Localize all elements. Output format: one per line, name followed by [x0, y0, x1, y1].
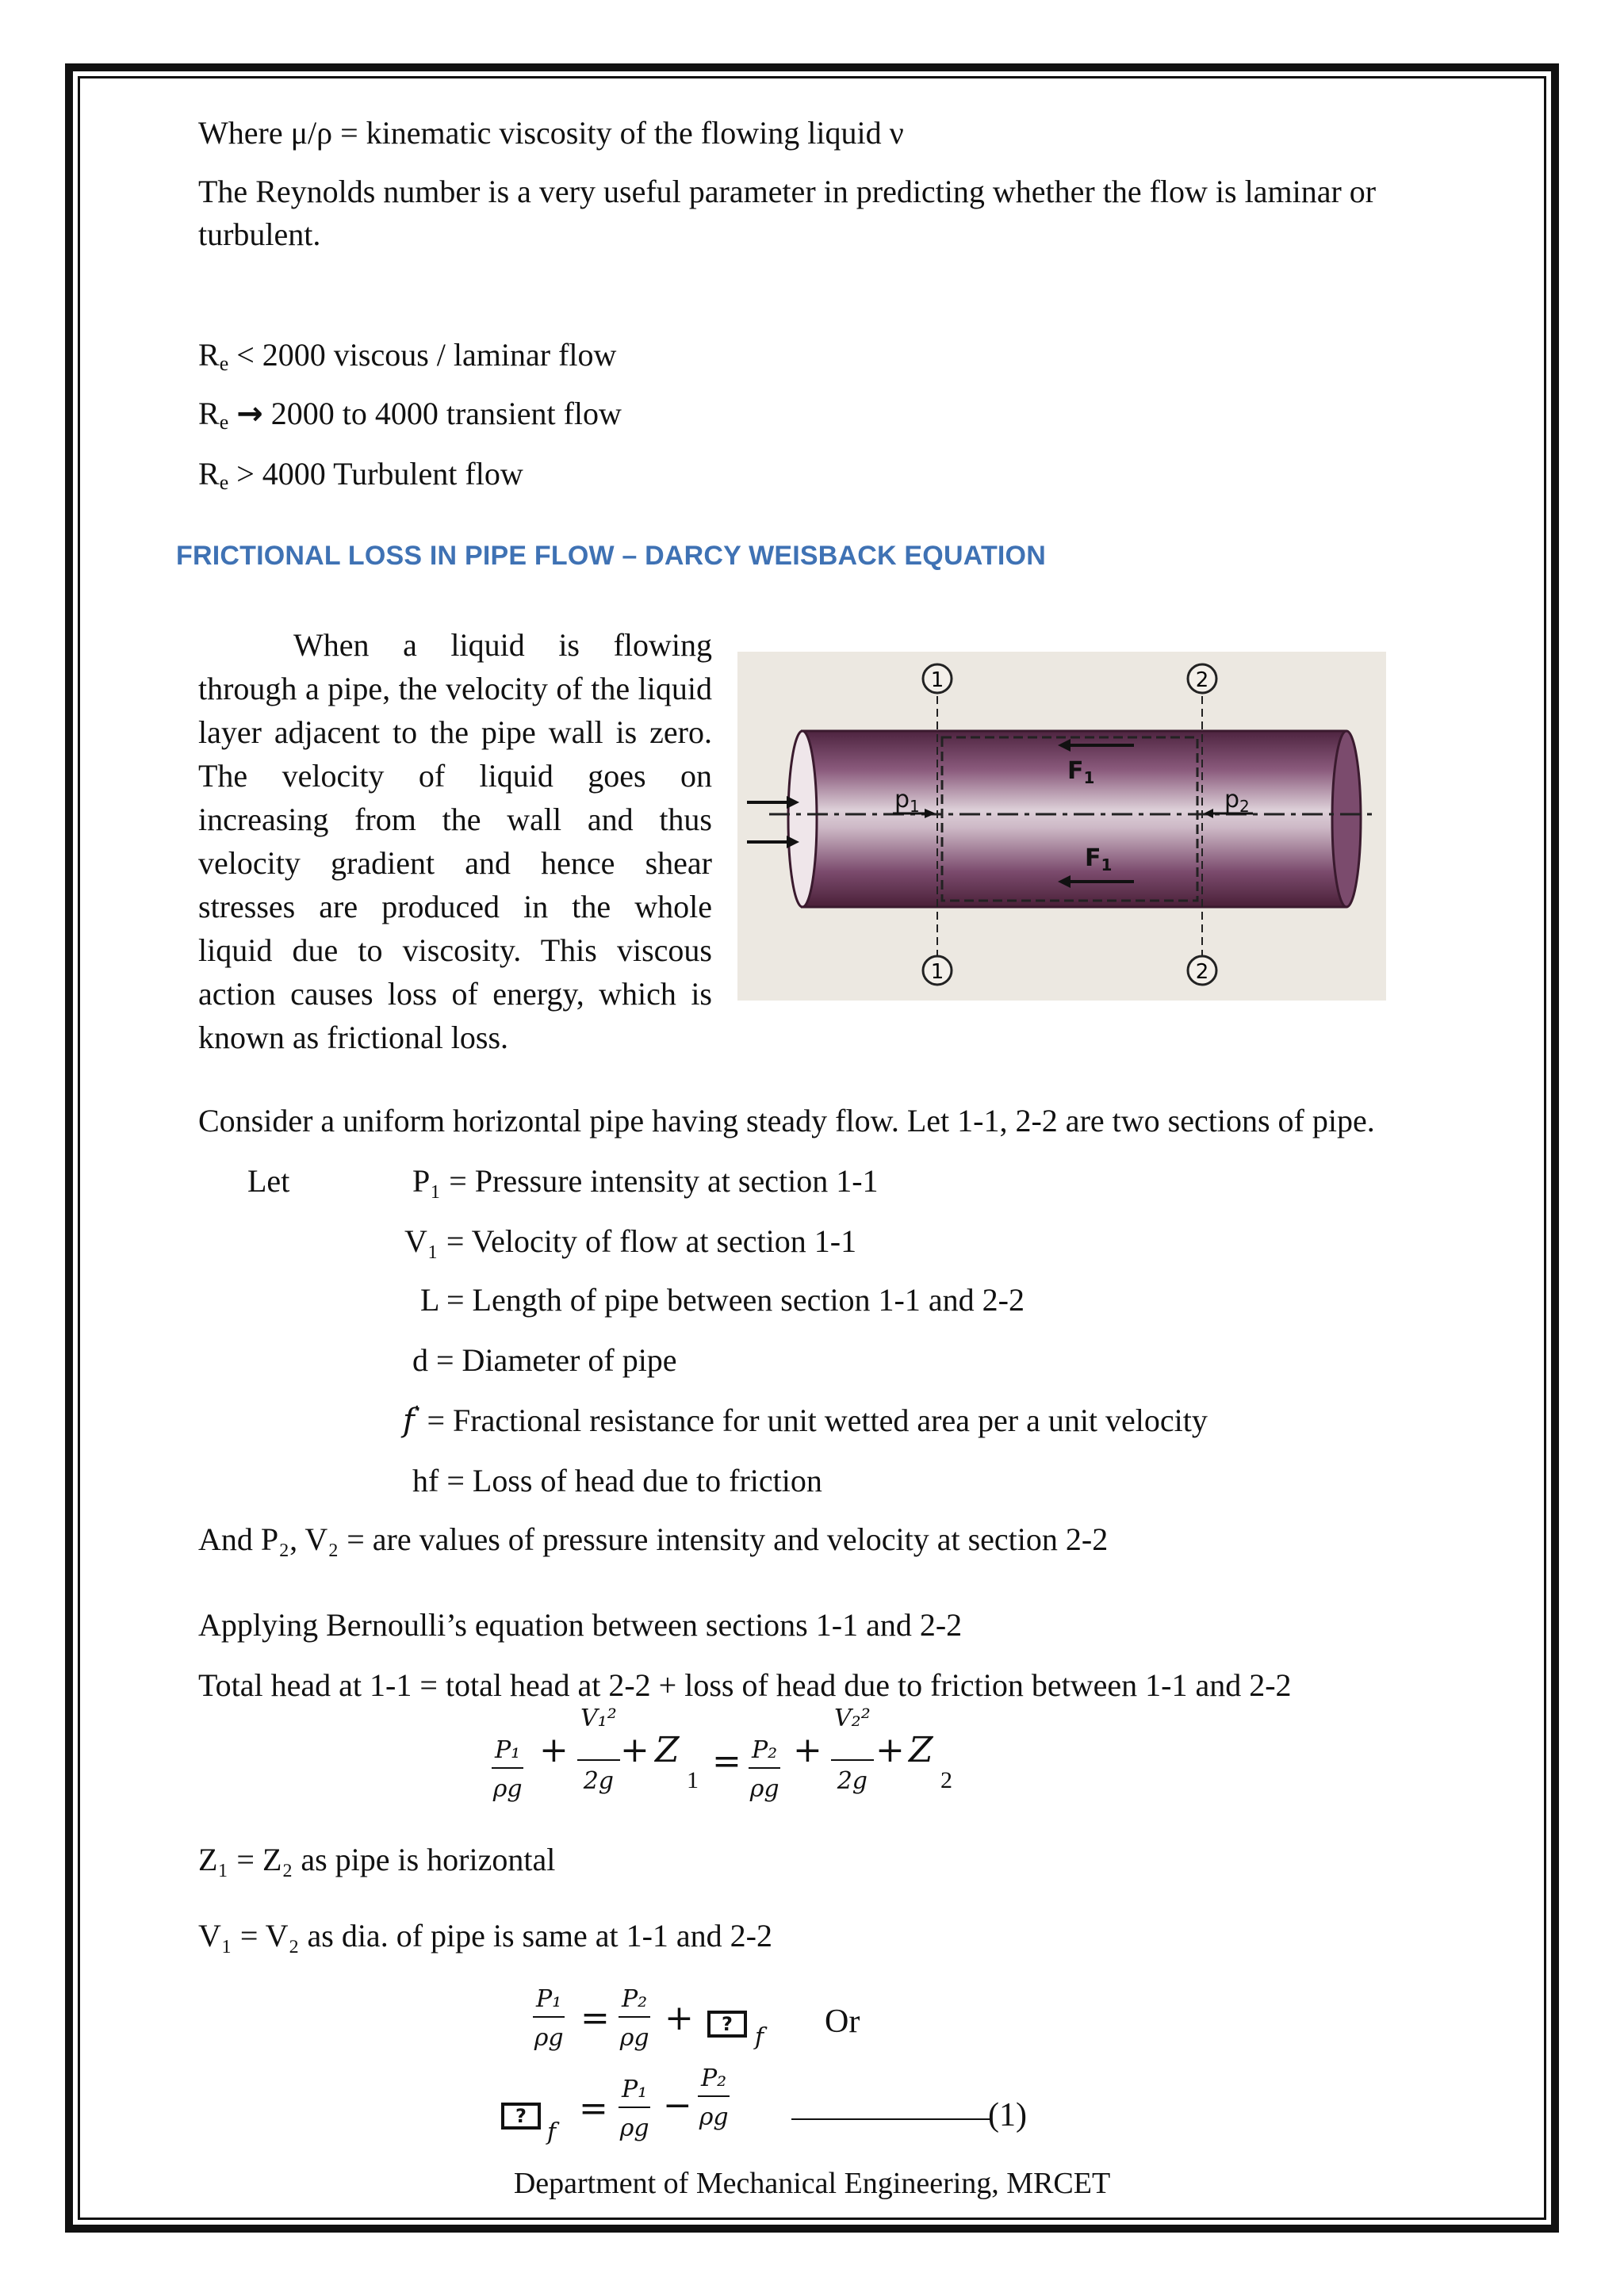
def-length: L = Length of pipe between section 1-1 and 2-2	[420, 1282, 1025, 1318]
eq1-equals: =	[712, 1741, 741, 1781]
eq2-term-p2: $\frac{\text{P₂}}{\rho g}$	[619, 1985, 649, 2052]
section-heading: FRICTIONAL LOSS IN PIPE FLOW – DARCY WEISBACK EQUATION	[176, 541, 1046, 571]
frictional-loss-paragraph: When a liquid is flowing through a pipe, the velocity of the liquid layer adjacent to the pipe wall is zero. The velocity of liquid goes on increasing from the wall and thus velocity gradient and hence shear stresses are produced in the whole liquid due to viscosity. This viscous action causes loss of energy, which is known as frictional loss.	[198, 627, 712, 1055]
pipe-inlet	[788, 731, 817, 907]
eq1-plus-2: +	[620, 1730, 649, 1770]
page-footer: Department of Mechanical Engineering, MRCET	[513, 2167, 1111, 2200]
eq2-equals: =	[580, 1998, 610, 2038]
eq1-z1-sub: 1	[687, 1767, 699, 1793]
p1-label: $p_1$	[894, 786, 920, 816]
eq1-term-p1: $\frac{\text{P₁}}{\rho g}$	[492, 1736, 523, 1803]
section-1-top-label: 1	[930, 668, 944, 692]
def-head-loss: hf = Loss of head due to friction	[412, 1463, 822, 1498]
total-head-line: Total head at 1-1 = total head at 2-2 + loss of head due to friction between 1-1 and 2-2	[198, 1667, 1292, 1703]
applying-line: Applying Bernoulli’s equation between sections 1-1 and 2-2	[198, 1607, 963, 1643]
shear-force-top-label: $F_1$	[1067, 757, 1095, 787]
eq2-term-p1: $\frac{\text{P₁}}{\rho g}$	[534, 1985, 564, 2052]
pipe-flow-figure	[737, 652, 1386, 1001]
eq1-term-v1: $\frac{\text{V₁²}}{2g}$	[577, 1705, 620, 1795]
eq3-minus: −	[663, 2085, 692, 2126]
regime-turbulent: $R_e > 4000$ Turbulent flow	[198, 456, 523, 494]
def-diameter: d = Diameter of pipe	[412, 1342, 677, 1378]
missing-glyph-icon: ?	[501, 2103, 541, 2130]
intro-line-2a: The Reynolds number is a very useful parameter in predicting whether the flow is laminar or	[198, 174, 1377, 209]
eq3-term-p1: $\frac{\text{P₁}}{\rho g}$	[619, 2076, 649, 2142]
shear-force-bottom-label: $F_1$	[1085, 844, 1113, 874]
and-line: And P₂, V₂ = are values of pressure intensity and velocity at section 2-2	[198, 1521, 1109, 1557]
eq2-sub-f: f	[755, 2023, 764, 2051]
eq1-plus-3: +	[793, 1730, 822, 1770]
def-friction-resistance: f′ = Fractional resistance for unit wetted area per a unit velocity	[403, 1401, 1208, 1439]
eq3-term-p2: $\frac{\text{P₂}}{\rho g}$	[699, 2064, 729, 2131]
p2-label: $p_2$	[1224, 786, 1250, 816]
eq1-term-p2: $\frac{\text{P₂}}{\rho g}$	[749, 1736, 779, 1803]
eq3-sub-f: f	[547, 2118, 557, 2146]
eq1-z1: Z	[655, 1730, 680, 1770]
section-1-bottom-label: 1	[930, 960, 944, 984]
eq1-z2-sub: 2	[940, 1767, 952, 1793]
eq2-plus: +	[665, 1998, 694, 2038]
eq1-term-v2: $\frac{\text{V₂²}}{2g}$	[831, 1705, 874, 1795]
eq3-equals: =	[579, 2088, 608, 2129]
equation-number: (1)	[988, 2097, 1027, 2133]
intro-line-1: Where μ/ρ = kinematic viscosity of the flowing liquid ν	[198, 115, 904, 151]
regime-transient: $R_e \to 2000$ to 4000 transient flow	[198, 396, 622, 434]
equation-number-rule	[791, 2118, 990, 2120]
consider-line: Consider a uniform horizontal pipe having steady flow. Let 1-1, 2-2 are two sections of pipe.	[198, 1103, 1375, 1138]
eq1-plus-1: +	[539, 1730, 569, 1770]
eq1-z2: Z	[909, 1730, 933, 1770]
v-same-line: V₁ = V₂ as dia. of pipe is same at 1-1 and 2-2	[198, 1918, 773, 1954]
eq1-plus-4: +	[875, 1730, 905, 1770]
def-v1: V₁ = Velocity of flow at section 1-1	[404, 1223, 857, 1259]
regime-laminar: $R_e < 2000$ viscous / laminar flow	[198, 337, 617, 375]
section-2-top-label: 2	[1195, 668, 1209, 692]
missing-glyph-icon: ?	[707, 2011, 747, 2038]
section-2-bottom-label: 2	[1195, 960, 1209, 984]
pipe-outlet	[1332, 731, 1361, 907]
intro-line-2b: turbulent.	[198, 216, 321, 252]
def-p1: P₁ = Pressure intensity at section 1-1	[412, 1163, 879, 1199]
let-label: Let	[247, 1163, 290, 1199]
arrow-icon: →	[236, 396, 263, 432]
z-horizontal-line: Z₁ = Z₂ as pipe is horizontal	[198, 1842, 556, 1877]
or-label: Or	[825, 2003, 860, 2040]
